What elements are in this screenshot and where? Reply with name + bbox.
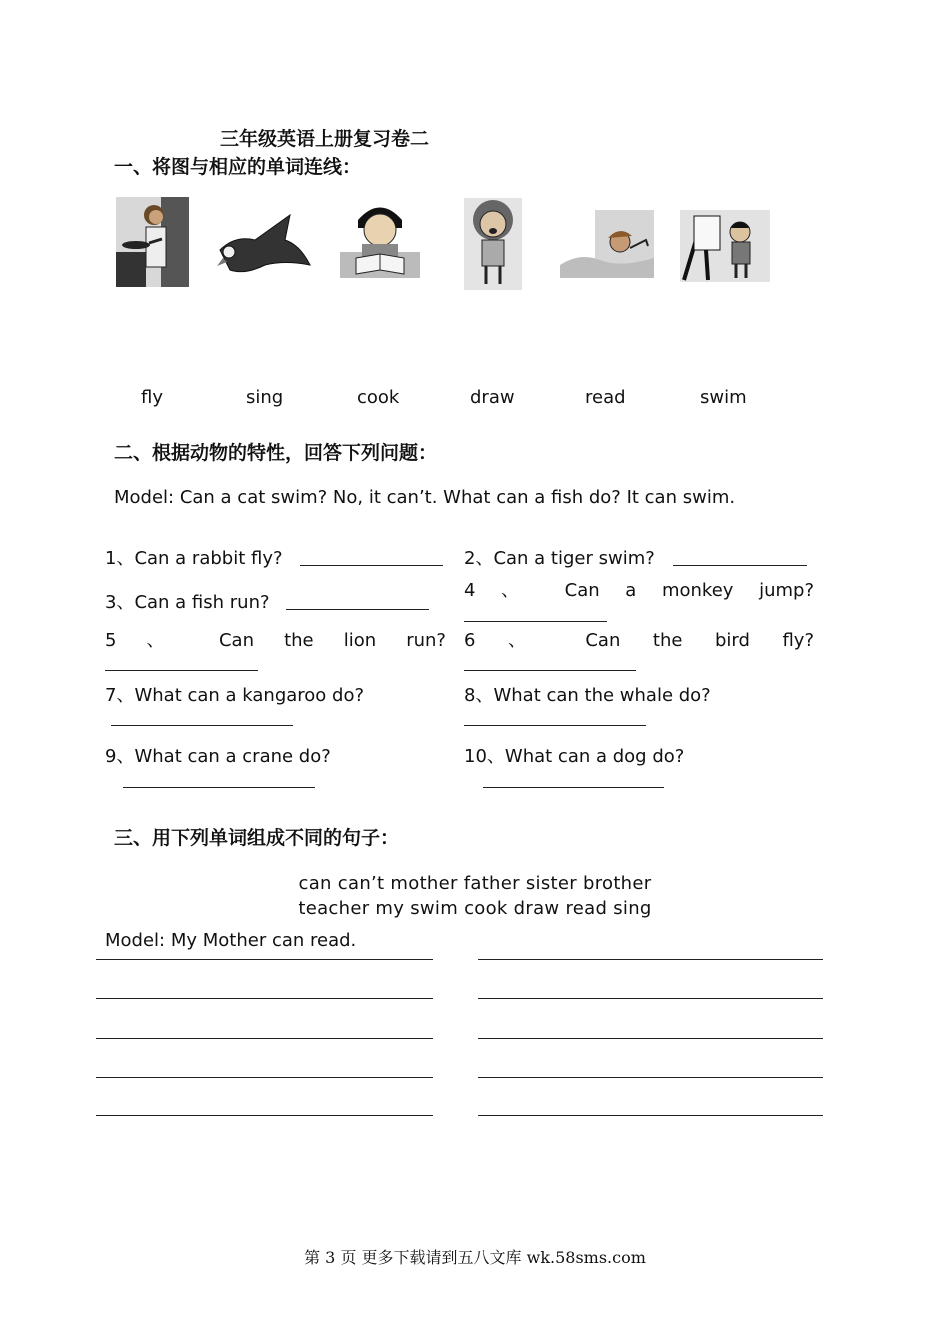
writing-line[interactable]: [96, 959, 433, 960]
section-1-heading: 一、将图与相应的单词连线：: [114, 156, 362, 178]
writing-line[interactable]: [96, 1077, 433, 1078]
writing-line[interactable]: [96, 1115, 433, 1116]
writing-line[interactable]: [478, 1038, 823, 1039]
flying-bird-picture: [215, 210, 312, 278]
answer-line-10[interactable]: [483, 787, 664, 788]
drawing-girl-picture: [680, 210, 770, 282]
answer-line-2[interactable]: [673, 565, 807, 566]
question-1: 1、Can a rabbit fly?: [105, 548, 283, 569]
section-2-model: Model: Can a cat swim? No, it can’t. What can a fish do? It can swim.: [114, 487, 736, 508]
section-3-heading: 三、用下列单词组成不同的句子：: [114, 827, 400, 849]
question-6: 6 、 Can the bird fly?: [464, 630, 814, 651]
question-10: 10、What can a dog do?: [464, 746, 685, 767]
writing-line[interactable]: [478, 1077, 823, 1078]
cooking-girl-picture: [116, 197, 189, 287]
answer-line-7[interactable]: [111, 725, 293, 726]
question-4: 4 、 Can a monkey jump?: [464, 580, 814, 601]
question-8: 8、What can the whale do?: [464, 685, 711, 706]
page-footer: 第 3 页 更多下载请到五八文库 wk.58sms.com: [304, 1248, 646, 1267]
word-swim: swim: [700, 387, 747, 408]
word-cook: cook: [357, 387, 400, 408]
vocab-line-1: can can’t mother father sister brother: [298, 873, 652, 894]
word-fly: fly: [141, 387, 163, 408]
writing-line[interactable]: [478, 1115, 823, 1116]
writing-line[interactable]: [478, 998, 823, 999]
page-title: 三年级英语上册复习卷二: [220, 128, 430, 150]
singing-girl-picture: [464, 198, 522, 290]
word-sing: sing: [246, 387, 284, 408]
answer-line-8[interactable]: [464, 725, 646, 726]
word-read: read: [585, 387, 626, 408]
question-9: 9、What can a crane do?: [105, 746, 331, 767]
reading-boy-picture: [340, 200, 420, 278]
swimming-boy-picture: [560, 210, 654, 278]
writing-line[interactable]: [96, 1038, 433, 1039]
section-3-model: Model: My Mother can read.: [105, 930, 357, 951]
question-2: 2、Can a tiger swim?: [464, 548, 655, 569]
question-3: 3、Can a fish run?: [105, 592, 270, 613]
question-7: 7、What can a kangaroo do?: [105, 685, 365, 706]
answer-line-5[interactable]: [105, 670, 258, 671]
writing-line[interactable]: [96, 998, 433, 999]
answer-line-6[interactable]: [464, 670, 636, 671]
writing-line[interactable]: [478, 959, 823, 960]
section-2-heading: 二、根据动物的特性，回答下列问题：: [114, 442, 438, 464]
answer-line-4[interactable]: [464, 621, 607, 622]
word-draw: draw: [470, 387, 515, 408]
question-5: 5 、 Can the lion run?: [105, 630, 446, 651]
vocab-line-2: teacher my swim cook draw read sing: [298, 898, 652, 919]
answer-line-9[interactable]: [123, 787, 315, 788]
answer-line-3[interactable]: [286, 609, 429, 610]
answer-line-1[interactable]: [300, 565, 443, 566]
